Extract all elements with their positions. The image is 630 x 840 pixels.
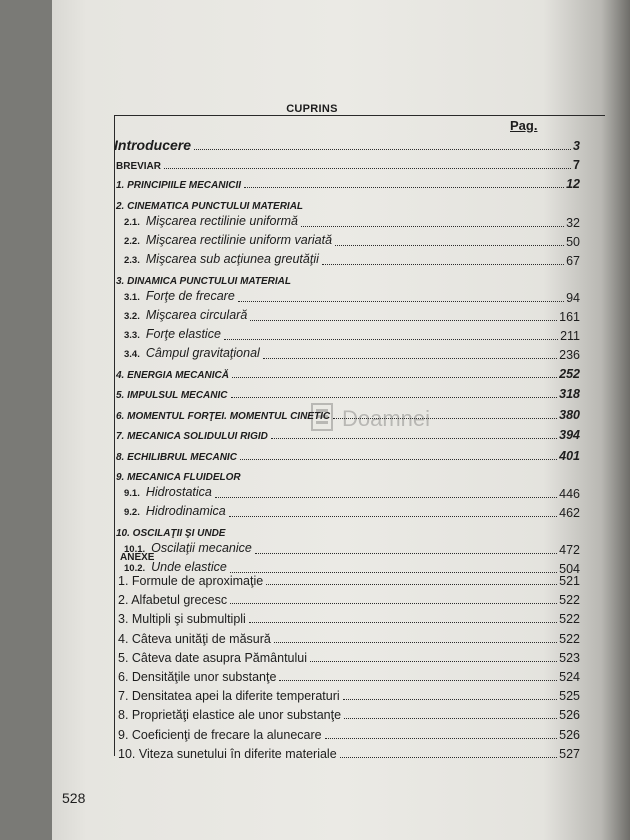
dot-leader xyxy=(229,516,557,517)
entry-label: 1. Formule de aproximaţie xyxy=(118,574,264,588)
entry-page: 161 xyxy=(559,309,580,324)
entry-page: 3 xyxy=(573,139,580,153)
section-title: Forţe de frecare xyxy=(145,288,235,303)
toc-annex-entry xyxy=(118,745,580,761)
entry-label: 7. MECANICA SOLIDULUI RIGID xyxy=(116,431,268,442)
section-title: Oscilaţii mecanice xyxy=(151,541,252,555)
dot-leader xyxy=(322,264,564,265)
section-title: Câmpul gravitaţional xyxy=(145,345,260,360)
dot-leader xyxy=(325,738,558,739)
dot-leader xyxy=(274,642,557,643)
entry-label xyxy=(124,287,235,305)
toc-section xyxy=(124,252,580,268)
dot-leader xyxy=(232,377,557,378)
entry-label xyxy=(124,212,298,230)
dot-leader xyxy=(301,226,564,227)
dot-leader xyxy=(238,301,564,302)
entry-page: 67 xyxy=(566,253,580,268)
entry-label xyxy=(124,502,226,520)
entry-page: 523 xyxy=(559,650,580,665)
entry-page: 527 xyxy=(559,746,580,761)
entry-page: 526 xyxy=(559,727,580,742)
section-number: 9.2. xyxy=(124,507,140,518)
entry-label: 8. Proprietăţi elastice ale unor substanţe xyxy=(118,708,342,723)
entry-label xyxy=(124,325,221,343)
entry-page: 522 xyxy=(559,612,580,627)
entry-page: 32 xyxy=(566,215,580,230)
entry-label xyxy=(124,231,332,249)
dot-leader xyxy=(310,661,557,662)
dot-leader xyxy=(164,168,571,169)
entry-label: 3. DINAMICA PUNCTULUI MATERIAL xyxy=(116,275,291,287)
dot-leader xyxy=(231,397,558,398)
dot-leader xyxy=(250,320,557,321)
toc-annex-entry xyxy=(118,687,580,703)
entry-label: 6. Densităţile unor substanţe xyxy=(118,670,277,684)
entry-label: 4. Câteva unităţi de măsură xyxy=(118,631,271,646)
section-title: Mişcarea circulară xyxy=(145,307,248,322)
entry-page: 524 xyxy=(559,670,580,684)
section-number: 10.1. xyxy=(124,544,146,555)
entry-page: 525 xyxy=(559,689,580,704)
section-number: 2.2. xyxy=(124,235,140,247)
toc-chapter xyxy=(116,467,580,483)
entry-label xyxy=(124,344,260,362)
watermark xyxy=(308,400,438,440)
section-number: 2.1. xyxy=(124,216,140,228)
section-number: 3.4. xyxy=(124,348,140,360)
entry-label: 9. MECANICA FLUIDELOR xyxy=(116,472,241,483)
toc-section xyxy=(124,346,580,362)
entry-label: Introducere xyxy=(114,137,192,153)
section-title: Hidrodinamica xyxy=(145,504,226,518)
entry-page: 526 xyxy=(559,708,580,723)
entry-page: 521 xyxy=(559,574,580,588)
entry-label xyxy=(124,250,319,268)
toc-section xyxy=(124,289,580,305)
anexe-header: ANEXE xyxy=(120,552,155,563)
page-number: 528 xyxy=(62,790,86,806)
entry-label: 9. Coeficienţi de frecare la alunecare xyxy=(118,727,322,742)
dot-leader xyxy=(194,149,571,150)
entry-label: 2. CINEMATICA PUNCTULUI MATERIAL xyxy=(116,200,304,212)
section-title: Mişcarea rectilinie uniformă xyxy=(145,213,298,228)
section-number: 2.3. xyxy=(124,254,140,266)
entry-label: 6. MOMENTUL FORŢEI. MOMENTUL CINETIC xyxy=(116,410,331,422)
entry-page: 446 xyxy=(559,487,580,501)
toc-section xyxy=(124,214,580,230)
toc-chapter xyxy=(116,271,580,287)
entry-label xyxy=(124,306,247,324)
entry-page: 522 xyxy=(559,631,580,646)
book-page xyxy=(52,0,630,840)
section-title: Hidrostatica xyxy=(145,485,212,499)
toc-section xyxy=(124,308,580,324)
section-number: 10.2. xyxy=(124,563,146,574)
toc-annex-entry xyxy=(118,572,580,588)
section-title: Unde elastice xyxy=(151,560,227,574)
toc-section xyxy=(124,233,580,249)
entry-page: 472 xyxy=(559,543,580,557)
toc-chapter xyxy=(116,447,580,463)
toc-entry-breviar xyxy=(116,156,580,172)
toc-annex-entry xyxy=(118,706,580,722)
entry-label: 5. IMPULSUL MECANIC xyxy=(116,390,228,401)
section-title: Mişcarea rectilinie uniform variată xyxy=(145,232,333,247)
entry-label: 8. ECHILIBRUL MECANIC xyxy=(116,451,237,463)
dot-leader xyxy=(344,718,557,719)
entry-label: 3. Multipli şi submultipli xyxy=(118,612,246,627)
toc-annex-entry xyxy=(118,649,580,665)
entry-page: 504 xyxy=(559,562,580,576)
entry-label: 5. Câteva date asupra Pământului xyxy=(118,650,308,665)
entry-page: 462 xyxy=(559,506,580,520)
toc-section xyxy=(124,504,580,520)
dot-leader xyxy=(343,699,557,700)
page-title: CUPRINS xyxy=(286,103,338,115)
dot-leader xyxy=(230,603,557,604)
entry-page: 252 xyxy=(559,366,580,381)
section-title: Mişcarea sub acţiunea greutăţii xyxy=(145,251,319,266)
toc-section xyxy=(124,541,580,557)
watermark-text: Doamnei xyxy=(342,406,431,431)
toc-section xyxy=(124,485,580,501)
toc-entry-introducere xyxy=(114,137,580,153)
entry-label: 10. Viteza sunetului în diferite materiale xyxy=(118,746,337,761)
toc-section xyxy=(124,327,580,343)
entry-page: 394 xyxy=(559,428,580,442)
entry-page: 7 xyxy=(573,158,580,172)
entry-page: 522 xyxy=(559,593,580,608)
entry-page: 318 xyxy=(559,387,580,401)
entry-page: 50 xyxy=(566,234,580,249)
toc-annex-entry xyxy=(118,668,580,684)
dot-leader xyxy=(266,584,557,585)
dot-leader xyxy=(249,622,557,623)
entry-page: 380 xyxy=(559,407,580,422)
toc-annex-entry xyxy=(118,630,580,646)
dot-leader xyxy=(215,497,557,498)
entry-label: 7. Densitatea apei la diferite temperaturi xyxy=(118,689,340,704)
toc-annex-entry xyxy=(118,726,580,742)
toc-chapter xyxy=(116,365,580,381)
dot-leader xyxy=(240,459,557,460)
entry-page: 94 xyxy=(566,290,580,305)
section-number: 3.3. xyxy=(124,329,140,341)
entry-page: 401 xyxy=(559,448,580,463)
dot-leader xyxy=(224,339,558,340)
entry-label: 2. Alfabetul grecesc xyxy=(118,593,228,608)
entry-label: 4. ENERGIA MECANICĂ xyxy=(116,369,229,381)
toc-chapter xyxy=(116,175,580,191)
dot-leader xyxy=(340,757,557,758)
section-number: 3.1. xyxy=(124,291,140,303)
toc-annex-entry xyxy=(118,591,580,607)
dot-leader xyxy=(335,245,564,246)
pag-column-header: Pag. xyxy=(510,118,538,133)
toc-chapter xyxy=(116,385,580,401)
entry-label xyxy=(124,483,212,501)
section-title: Forţe elastice xyxy=(145,326,221,341)
dot-leader xyxy=(244,187,564,188)
dot-leader xyxy=(279,680,557,681)
toc-chapter xyxy=(116,196,580,212)
entry-page: 12 xyxy=(566,177,580,191)
toc-annex-entry xyxy=(118,610,580,626)
entry-label: BREVIAR xyxy=(116,161,162,172)
toc-chapter xyxy=(116,523,580,539)
section-number: 3.2. xyxy=(124,310,140,322)
entry-label: 10. OSCILAŢII ŞI UNDE xyxy=(116,528,226,539)
entry-label: 1. PRINCIPIILE MECANICII xyxy=(116,180,242,191)
section-number: 9.1. xyxy=(124,488,140,499)
entry-page: 236 xyxy=(559,347,580,362)
dot-leader xyxy=(255,553,557,554)
dot-leader xyxy=(263,358,557,359)
entry-page: 211 xyxy=(560,328,580,343)
book-stack-icon xyxy=(308,400,338,436)
